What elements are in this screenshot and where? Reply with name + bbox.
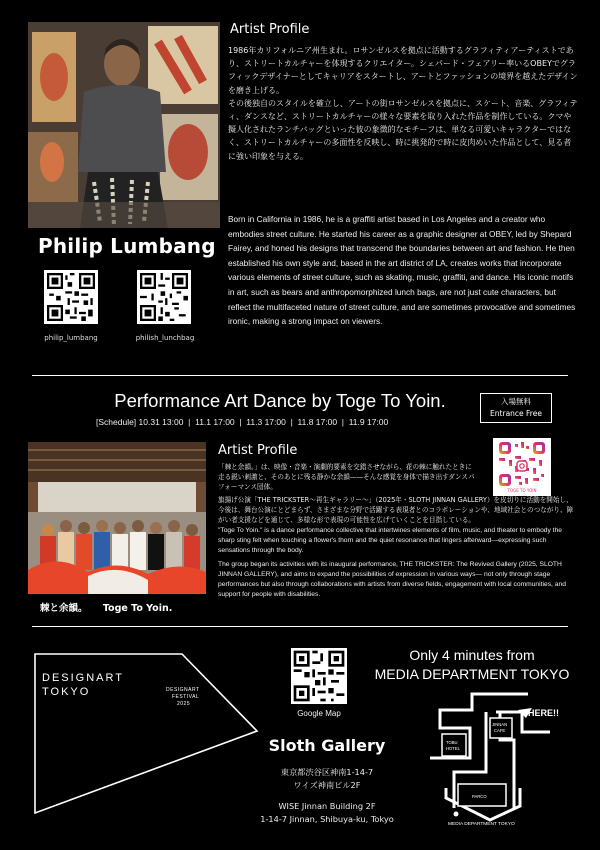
performance-title: Performance Art Dance by Toge To Yoin. [114,390,446,411]
instagram-qr-caption: TOGE TO YOIN [507,488,537,493]
access-note-line-1: Only 4 minutes from [409,647,535,663]
artist-profile-heading: Artist Profile [230,22,310,37]
festival-line-1: DESIGNART [166,687,200,693]
instagram-qr-code-philip[interactable] [44,270,98,324]
qr-caption-lunchbag: philish_lunchbag [135,334,195,342]
address-jp-line-1: 東京都渋谷区神南1-14-7 [280,767,374,777]
instagram-qr-code-toge[interactable] [493,438,551,496]
logo-line-1: DESIGNART [42,672,124,684]
performance-schedule [96,417,476,427]
designart-tokyo-logo [32,651,262,816]
performance-bio-jp-1: 「棘と余韻。」は、映像・音楽・演劇的要素を交錯させながら、花の棘に触れたときに走る鋭い刺激と、そのあとに残る静かな余韻——そんな感覚を身体で描き出すダンスパフォーマンス団体。 [218,463,475,491]
artist-name: Philip Lumbang [38,234,216,258]
artist-bio-jp-paragraph-1: 1986年カリフォルニア州生まれ。ロサンゼルスを拠点に活動するグラフィティアーティストであり、ストリートカルチャーを体現するクリエイター。シェパード・フェアリー率いるOBEYでグラフィックデザイナーとしてキャリアをスタートし、アートとファッションの境界を越えたデザインを磨き上げる。 [228,46,578,95]
artist-bio-jp [228,44,578,163]
section-divider-1 [32,375,568,376]
instagram-qr-code-lunchbag[interactable] [137,270,191,324]
google-map-caption: Google Map [297,709,341,718]
performance-artist-profile-heading: Artist Profile [218,443,298,458]
google-map-qr-code[interactable] [291,648,347,704]
map-hotel-label: HOTEL [446,746,460,751]
access-note [362,646,582,684]
section-divider-2 [32,626,568,627]
artist-photo [28,22,220,228]
schedule-label: [Schedule] [96,417,137,427]
artist-bio-jp-paragraph-2: その後独自のスタイルを確立し、アートの街ロサンゼルスを拠点に、スケート、音楽、グラフィティ、ダンスなど、ストリートカルチャーの様々な要素を取り入れた作品を制作している。クマや擬人化されたランチバッグといった彼の象徴的なモチーフは、単なる可愛いキャラクターではなく、ストリートカルチャーの多面性を反映し、時に挑発的で時に皮肉めいた作品として、見る者に強い印象を与える。 [228,98,578,161]
map-location-marker-icon [454,812,459,817]
entrance-free-jp: 入場無料 [501,397,531,406]
access-note-line-2: MEDIA DEPARTMENT TOKYO [374,666,570,682]
festival-year: 2025 [177,701,191,707]
map-tobu-label: TOBU [446,740,458,745]
address-en-line-1: WISE Jinnan Building 2F [278,801,376,811]
performance-bio-en-2: The group began its activities with its inaugural performance, THE TRICKSTER: The Revived Gallery (2025, SLOTH JINNAN GALLERY), and aims to expand the possibilities of expression in various ways— not only through stage performances but also through collaborations with artists from diverse fields, engagement with local communities, and support for people with disabilities. [218,561,566,598]
group-name-jp: 棘と余韻。 [40,603,88,614]
schedule-dates: 10.31 13:00 | 11.1 17:00 | 11.3 17:00 | 11.8 17:00 | 11.9 17:00 [138,417,389,427]
gallery-name: Sloth Gallery [268,736,386,755]
group-name-en: Toge To Yoin. [102,603,173,614]
map-cafe-label: CAFE [494,728,506,733]
access-map [410,688,580,828]
address-en-line-2: 1-14-7 Jinnan, Shibuya-ku, Tokyo [260,813,394,824]
performance-group-name [40,600,210,614]
performance-bio-jp-2: 旗揚げ公演「THE TRICKSTER～再生ギャラリー～」（2025年・SLOTH JINNAN GALLERY）を皮切りに活動を開始し、今後は、舞台公演にとどまらず、さまざまな分野で活躍する表現者とのコラボレーションや、地域社会とのつながり、障がい者支援などを通じて、多様な形で表現の可能性を広げていくことを目指している。 [218,496,574,524]
performance-bio-en-1: "Toge To Yoin." is a dance performance collective that intertwines elements of film, music, and theater to embody the sharp sting felt when touching a flower's thorn and the quiet resonance that lingers afterward—expressing such sensations through the body. [218,527,563,554]
map-jinnan-label: JINNAN [492,722,508,727]
map-mdt-label: MEDIA DEPARTMENT TOKYO [448,822,515,827]
performance-group-photo [28,442,206,594]
festival-line-2: FESTIVAL [172,694,200,700]
address-jp-line-2: ワイズ神南ビル2F [293,779,361,790]
logo-line-2: TOKYO [42,686,91,698]
entrance-free-en: Entrance Free [490,409,542,418]
entrance-free-badge [480,393,552,423]
qr-caption-philip: philip_lumbang [44,334,98,342]
map-parco-label: PARCO [472,794,487,799]
map-here-label: HERE!! [528,708,559,718]
artist-bio-en: Born in California in 1986, he is a graffiti artist based in Los Angeles and a creator who embodies street culture. He started his career as a graphic designer at OBEY, led by Shepard Fairey, and honed his designs that transcend the boundaries between art and fashion. He then established his own style and, based in the art district of LA, creates works that incorporate various elements of street culture, such as skating, music, graffiti, and dance. His iconic motifs in art, such as bears and anthropomorphized lunch bags, are not just cute characters, but reflect the multifaceted nature of street culture, and are sometimes provocative and sometimes ironic, making a strong impact on viewers. [228,214,576,327]
gallery-address [250,766,404,825]
